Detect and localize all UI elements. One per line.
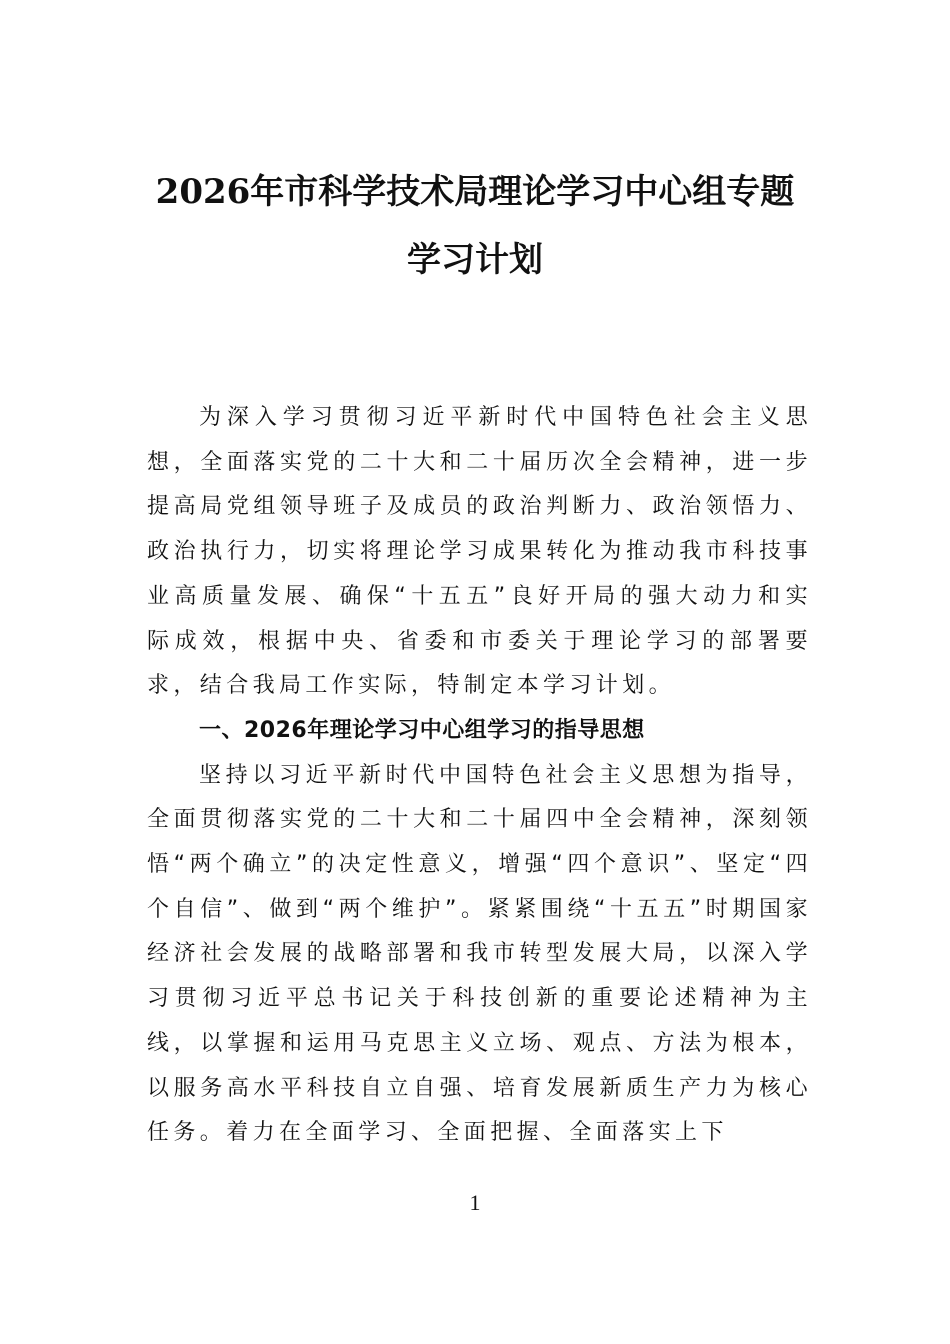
page-number: 1: [469, 1190, 481, 1215]
document-title-line-2: 学习计划: [407, 240, 543, 280]
guiding-ideology-paragraph: 坚持以习近平新时代中国特色社会主义思想为指导，全面贯彻落实党的二十大和二十届四中全会精神，深刻领悟“两个确立”的决定性意义，增强“四个意识”、坚定“四个自信”、做到“两个维护”。紧紧围绕“十五五”时期国家经济社会发展的战略部署和我市转型发展大局，以深入学习贯彻习近平总书记关于科技创新的重要论述精神为主线，以掌握和运用马克思主义立场、观点、方法为根本，以服务高水平科技自立自强、培育发展新质生产力为核心任务。着力在全面学习、全面把握、全面落实上下: [147, 762, 812, 1146]
document-body: [147, 396, 812, 1156]
section-heading-guiding-ideology: 一、2026年理论学习中心组学习的指导思想: [199, 717, 645, 743]
document-title-line-1: 2026年市科学技术局理论学习中心组专题: [155, 172, 795, 212]
intro-paragraph: 为深入学习贯彻习近平新时代中国特色社会主义思想，全面落实党的二十大和二十届历次全会精神，进一步提高局党组领导班子及成员的政治判断力、政治领悟力、政治执行力，切实将理论学习成果转化为推动我市科技事业高质量发展、确保“十五五”良好开局的强大动力和实际成效，根据中央、省委和市委关于理论学习的部署要求，结合我局工作实际，特制定本学习计划。: [147, 405, 812, 699]
